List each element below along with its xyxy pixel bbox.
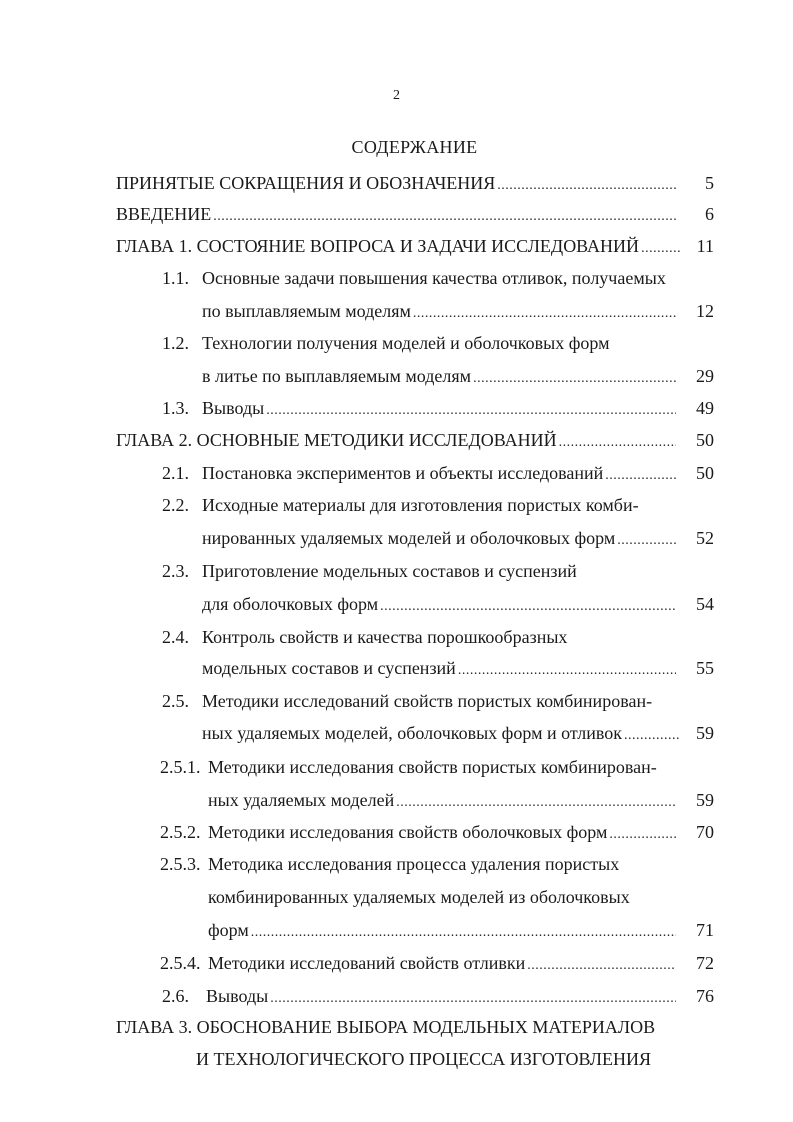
toc-entry-text: Выводы [202,398,265,418]
toc-entry-2-6[interactable] [206,985,678,1010]
dot-leader [605,465,676,487]
toc-section-number: 2.5.1. [160,757,201,777]
toc-page-number: 55 [696,658,714,678]
toc-page-number: 49 [696,398,714,418]
toc-entry-text[interactable]: Технологии получения моделей и оболочковых форм [202,333,610,353]
toc-section-number: 2.5. [162,691,189,711]
toc-entry-chapter-3-continued[interactable]: И ТЕХНОЛОГИЧЕСКОГО ПРОЦЕССА ИЗГОТОВЛЕНИЯ [196,1049,652,1069]
toc-page-number: 52 [696,528,714,548]
toc-section-number: 1.3. [162,398,189,418]
toc-entry-text: ГЛАВА 2. ОСНОВНЫЕ МЕТОДИКИ ИССЛЕДОВАНИЙ [116,430,557,450]
toc-entry-1-3[interactable] [202,397,678,422]
dot-leader [559,432,676,454]
toc-entry-abbreviations[interactable] [116,172,678,197]
toc-entry-text: Методики исследований свойств отливки [208,953,526,973]
toc-page-number: 5 [705,173,714,193]
toc-page-number: 59 [696,790,714,810]
toc-entry-2-5[interactable] [202,722,682,747]
toc-entry-text[interactable]: Контроль свойств и качества порошкообразных [202,627,568,647]
toc-section-number: 1.2. [162,333,189,353]
toc-entry-text[interactable]: Методики исследования свойств пористых комбинирован- [208,757,657,777]
toc-entry-text: для оболочковых форм [202,594,379,614]
toc-entry-text[interactable]: Основные задачи повышения качества отливок, получаемых [202,268,666,288]
dot-leader [497,175,676,197]
toc-page-number: 50 [696,463,714,483]
dot-leader [396,792,676,814]
toc-section-number: 2.5.4. [160,953,201,973]
dot-leader [213,206,676,228]
toc-entry-chapter-1[interactable] [116,235,682,260]
toc-entry-2-3[interactable] [202,593,678,618]
toc-entry-2-2[interactable] [202,527,678,552]
toc-entry-2-5-3[interactable] [208,919,678,944]
toc-page-number: 54 [696,594,714,614]
toc-section-number: 1.1. [162,268,189,288]
toc-entry-1-1[interactable] [202,300,678,325]
toc-entry-chapter-3[interactable]: ГЛАВА 3. ОБОСНОВАНИЕ ВЫБОРА МОДЕЛЬНЫХ МАТЕРИАЛОВ [116,1017,656,1037]
toc-section-number: 2.3. [162,561,189,581]
toc-entry-text: форм [208,920,249,940]
toc-entry-text: ных удаляемых моделей, оболочковых форм и отливок [202,723,623,743]
dot-leader [624,725,680,747]
toc-page-number: 50 [696,430,714,450]
dot-leader [527,955,676,977]
toc-entry-2-1[interactable] [202,462,678,487]
dot-leader [609,824,676,846]
dot-leader [413,303,676,325]
toc-page-number: 76 [696,986,714,1006]
toc-entry-text[interactable]: Методики исследований свойств пористых комбинирован- [202,691,653,711]
toc-page-number: 72 [696,953,714,973]
toc-page-number: 12 [696,301,714,321]
toc-entry-1-2[interactable] [202,365,678,390]
page-number: 2 [393,88,400,103]
toc-entry-chapter-2[interactable] [116,429,678,454]
toc-entry-text: Методики исследования свойств оболочковых форм [208,822,608,842]
dot-leader [251,922,676,944]
toc-entry-text: ных удаляемых моделей [208,790,395,810]
toc-entry-text: модельных составов и суспензий [202,658,456,678]
toc-section-number: 2.5.3. [160,854,201,874]
toc-entry-2-5-4[interactable] [208,952,678,977]
dot-leader [458,660,676,682]
dot-leader [473,368,676,390]
toc-entry-text[interactable]: комбинированных удаляемых моделей из оболочковых [208,887,630,907]
toc-section-number: 2.6. [162,986,189,1006]
toc-entry-introduction[interactable] [116,203,678,228]
toc-entry-text: нированных удаляемых моделей и оболочковых форм [202,528,616,548]
toc-entry-2-5-2[interactable] [208,821,678,846]
dot-leader [266,400,676,422]
toc-section-number: 2.5.2. [160,822,201,842]
toc-entry-text[interactable]: Методика исследования процесса удаления пористых [208,854,620,874]
toc-entry-text: Постановка экспериментов и объекты исследований [202,463,604,483]
toc-entry-2-4[interactable] [202,657,678,682]
toc-page-number: 70 [696,822,714,842]
toc-entry-text: ГЛАВА 1. СОСТОЯНИЕ ВОПРОСА И ЗАДАЧИ ИССЛЕДОВАНИЙ [116,236,640,256]
toc-page-number: 11 [696,236,714,256]
toc-entry-text: в литье по выплавляемым моделям [202,366,472,386]
toc-entry-text: по выплавляемым моделям [202,301,411,321]
toc-entry-text[interactable]: Приготовление модельных составов и суспензий [202,561,577,581]
toc-section-number: 2.4. [162,627,189,647]
toc-entry-text[interactable]: Исходные материалы для изготовления пористых комби- [202,495,639,515]
dot-leader [617,530,676,552]
dot-leader [270,988,676,1010]
toc-entry-text: ВВЕДЕНИЕ [116,204,212,224]
toc-page-number: 6 [705,204,714,224]
toc-section-number: 2.1. [162,463,189,483]
toc-page-number: 29 [696,366,714,386]
toc-entry-text: ПРИНЯТЫЕ СОКРАЩЕНИЯ И ОБОЗНАЧЕНИЯ [116,173,496,193]
toc-section-number: 2.2. [162,495,189,515]
toc-page-number: 59 [696,723,714,743]
dot-leader [380,596,676,618]
toc-page-number: 71 [696,920,714,940]
toc-entry-text: Выводы [206,986,269,1006]
page-title: СОДЕРЖАНИЕ [351,137,478,157]
toc-entry-2-5-1[interactable] [208,789,678,814]
